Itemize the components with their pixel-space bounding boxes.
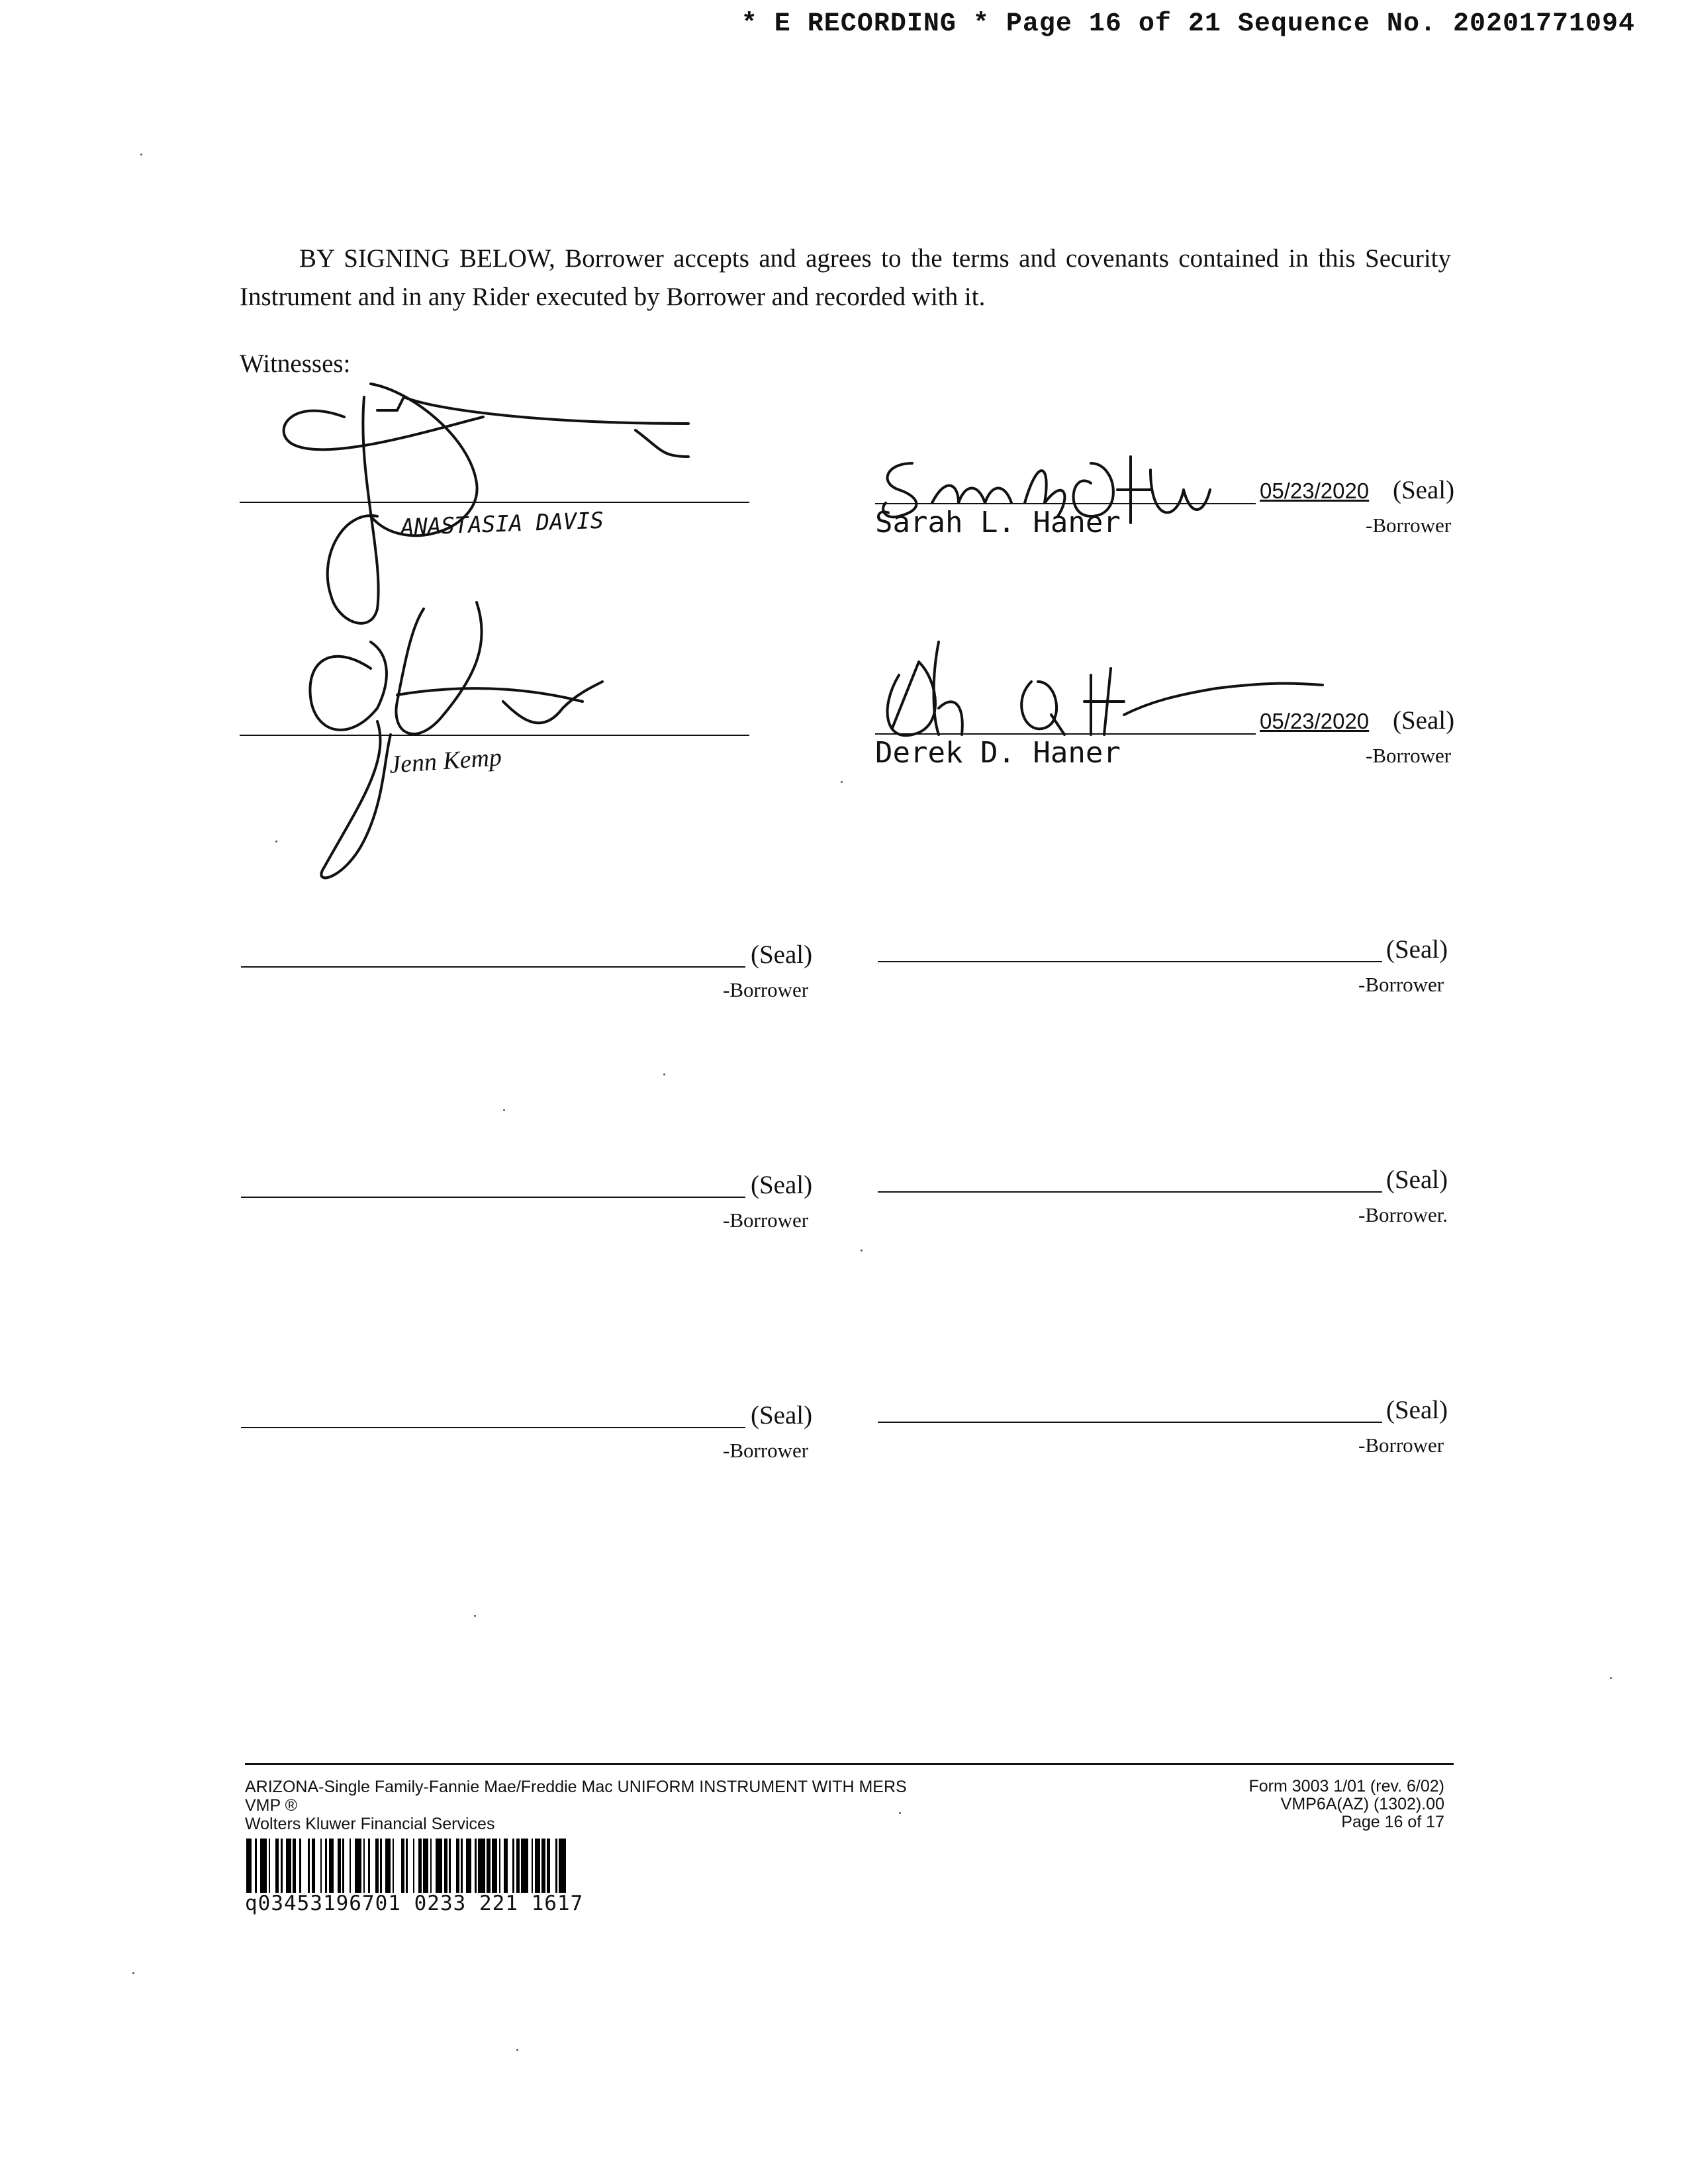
scan-speck [899,1812,901,1814]
footer-page-number: Page 16 of 17 [1341,1813,1444,1831]
footer-form-code: VMP6A(AZ) (1302).00 [1280,1795,1444,1813]
witnesses-label: Witnesses: [240,349,351,378]
barcode-bar [246,1839,252,1893]
footer-form-description [245,1778,907,1833]
barcode-gap [301,1839,308,1893]
barcode-bar [535,1839,540,1893]
blank-signature-line-1 [241,966,745,968]
borrower-2-date: 05/23/2020 [1260,709,1370,733]
borrower-1-seal: (Seal) [1393,476,1455,504]
borrower-2-printed-name: Derek D. Haner [875,736,1121,770]
recording-header: * E RECORDING * Page 16 of 21 Sequence No. 20201771094 [741,9,1635,39]
barcode-bar [355,1839,361,1893]
barcode-bar [423,1839,428,1893]
scan-speck [132,1972,134,1974]
barcode-gap [344,1839,350,1893]
scan-speck [861,1250,863,1251]
barcode-gap [270,1839,275,1893]
barcode-gap [315,1839,320,1893]
barcode-bar [478,1839,485,1893]
blank-seal-1: (Seal) [751,940,813,969]
barcode-bar [260,1839,267,1893]
blank-role-4: -Borrower. [1358,1203,1448,1226]
blank-seal-2: (Seal) [1386,935,1448,964]
scan-speck [516,2049,518,2051]
barcode-bar [521,1839,528,1893]
blank-seal-6: (Seal) [1386,1396,1448,1424]
barcode-number: q03453196701 0233 221 1617 [245,1891,584,1915]
footer-rule [245,1763,1454,1765]
witness-2-printed-name: Jenn Kemp [388,743,503,779]
signing-statement [240,240,1451,316]
blank-seal-5: (Seal) [751,1401,813,1430]
barcode-bar [492,1839,497,1893]
blank-role-3: -Borrower [723,1208,809,1232]
borrower-1-role: -Borrower [1366,514,1452,537]
barcode-bar [286,1839,291,1893]
scan-speck [841,781,843,783]
blank-signature-line-2 [878,961,1382,962]
footer-vmp-mark: VMP ® [245,1796,298,1815]
blank-role-6: -Borrower [1358,1433,1444,1457]
blank-seal-3: (Seal) [751,1171,813,1199]
footer-form-info [1248,1778,1444,1831]
blank-seal-4: (Seal) [1386,1165,1448,1194]
scan-speck [275,841,277,842]
witness-1-printed-name: ANASTASIA DAVIS [400,507,604,541]
scan-speck [474,1615,476,1617]
scan-speck [1610,1677,1612,1679]
scan-speck [140,154,142,156]
witness-2-signature [291,589,622,887]
blank-signature-line-6 [878,1422,1382,1423]
scan-speck [503,1109,505,1111]
barcode-gap [394,1839,400,1893]
signing-statement-text: BY SIGNING BELOW, Borrower accepts and agrees to the terms and covenants contained in this Security Instrument and in any Rider executed by Borrower and recorded with it. [240,244,1451,311]
borrower-1-date: 05/23/2020 [1260,478,1370,503]
barcode [246,1839,718,1893]
blank-role-5: -Borrower [723,1439,809,1462]
footer-publisher: Wolters Kluwer Financial Services [245,1815,495,1833]
barcode-bar [436,1839,442,1893]
barcode-gap [550,1839,555,1893]
footer-form-title: ARIZONA-Single Family-Fannie Mae/Freddie Mac UNIFORM INSTRUMENT WITH MERS [245,1778,907,1796]
barcode-bar [385,1839,391,1893]
borrower-2-seal: (Seal) [1393,706,1455,735]
barcode-gap [370,1839,375,1893]
borrower-2-role: -Borrower [1366,744,1452,767]
borrower-1-printed-name: Sarah L. Haner [875,506,1121,539]
scan-speck [663,1073,665,1075]
barcode-gap [408,1839,413,1893]
barcode-bar [559,1839,565,1893]
barcode-gap [451,1839,456,1893]
barcode-bar [466,1839,471,1893]
footer-form-number: Form 3003 1/01 (rev. 6/02) [1248,1777,1444,1796]
barcode-bar [329,1839,334,1893]
blank-signature-line-4 [878,1191,1382,1193]
barcode-gap [566,1839,569,1893]
blank-role-1: -Borrower [723,978,809,1001]
blank-role-2: -Borrower [1358,973,1444,996]
blank-signature-line-5 [241,1427,745,1428]
blank-signature-line-3 [241,1197,745,1198]
barcode-gap [508,1839,513,1893]
